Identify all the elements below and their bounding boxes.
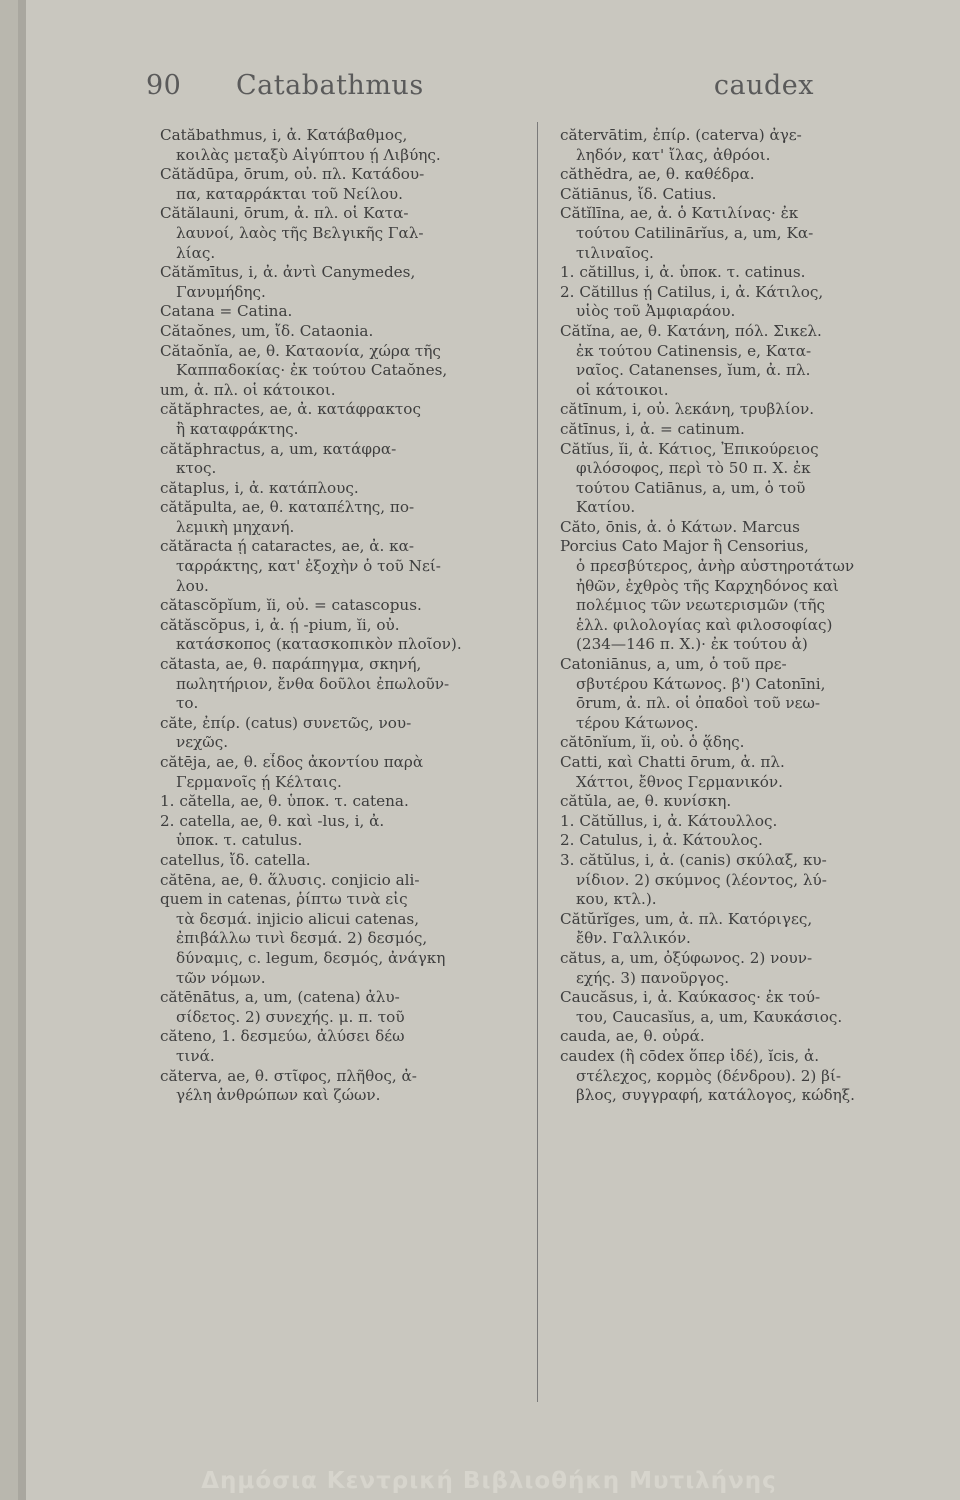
text-line: Cătŭrĭges, um, ἀ. πλ. Κατόριγες, bbox=[560, 909, 813, 928]
text-line: σίδετος. 2) συνεχής. μ. π. τοῦ bbox=[176, 1007, 405, 1026]
text-line: căteno, 1. δεσμεύω, ἀλύσει δέω bbox=[160, 1027, 405, 1046]
text-line: cătīnus, i, ἀ. = catinum. bbox=[560, 419, 745, 438]
text-line: Cătădūpa, ōrum, οὐ. πλ. Κατάδου- bbox=[160, 165, 425, 184]
text-line: κοιλὰς μεταξὺ Αἰγύπτου ῄ Λιβύης. bbox=[176, 145, 441, 164]
text-line: ἐπιβάλλω τινὶ δεσμά. 2) δεσμός, bbox=[176, 929, 428, 948]
text-line: λου. bbox=[176, 576, 209, 595]
text-line: Cătiānus, ἴδ. Catius. bbox=[560, 184, 717, 203]
text-line: ναῖος. Catanenses, ĭum, ἀ. πλ. bbox=[576, 361, 811, 380]
text-line: Cătĭus, ĭi, ἀ. Κάτιος, Ἐπικούρειος bbox=[560, 439, 819, 458]
library-watermark: Δημόσια Κεντρική Βιβλιοθήκη Μυτιλήνης bbox=[201, 1468, 777, 1494]
left-guide-word: Catabathmus bbox=[236, 70, 424, 101]
text-line: cătasta, ae, θ. παράπηγμα, σκηνή, bbox=[160, 655, 422, 674]
text-line: cătēnātus, a, um, (catena) ἀλυ- bbox=[160, 988, 400, 1007]
page-number: 90 bbox=[146, 70, 182, 101]
text-line: νεχῶς. bbox=[176, 733, 229, 752]
text-line: 1. cătella, ae, θ. ὑποκ. τ. catena. bbox=[160, 792, 409, 811]
text-line: στέλεχος, κορμὸς (δένδρου). 2) βί- bbox=[576, 1066, 842, 1085]
text-line: Cătămītus, i, ἀ. ἀντὶ Canymedes, bbox=[160, 263, 416, 282]
text-line: Γερμανοῖς ῄ Κέλταις. bbox=[176, 772, 342, 791]
text-line: um, ἀ. πλ. οἱ κάτοικοι. bbox=[160, 380, 336, 399]
text-line: Κατίου. bbox=[576, 498, 636, 517]
text-line: căte, ἐπίρ. (catus) συνετῶς, νου- bbox=[160, 713, 412, 732]
text-line: ἐκ τούτου Catinensis, e, Κατα- bbox=[576, 341, 812, 360]
text-line: 1. Cătŭllus, i, ἀ. Κάτουλλος. bbox=[560, 811, 778, 830]
text-line: τὰ δεσμά. injicio alicui catenas, bbox=[176, 909, 420, 928]
text-line: κτος. bbox=[176, 459, 217, 478]
text-line: Γανυμήδης. bbox=[176, 282, 266, 301]
text-line: Cătĭna, ae, θ. Κατάνη, πόλ. Σικελ. bbox=[560, 321, 822, 340]
text-line: ἑλλ. φιλολογίας καὶ φιλοσοφίας) bbox=[576, 615, 833, 634]
text-line: cătervātim, ἐπίρ. (caterva) ἀγε- bbox=[560, 126, 802, 144]
text-line: căthĕdra, ae, θ. καθέδρα. bbox=[560, 165, 755, 184]
text-line: πολέμιος τῶν νεωτερισμῶν (τῆς bbox=[576, 596, 826, 615]
text-line: νίδιον. 2) σκύμνος (λέοντος, λύ- bbox=[576, 870, 827, 889]
text-line: cătēja, ae, θ. εἶδος ἀκοντίου παρὰ bbox=[160, 753, 424, 771]
text-line: πωλητήριον, ἔνθα δοῦλοι ἐπωλοῦν- bbox=[176, 674, 450, 693]
text-line: cătōnĭum, ĭi, οὐ. ὁ ᾅδης. bbox=[560, 733, 745, 752]
text-line: τούτου Catilinārĭus, a, um, Κα- bbox=[576, 223, 814, 242]
text-line: cătăphractus, a, um, κατάφρα- bbox=[160, 439, 397, 458]
text-line: căterva, ae, θ. στῖφος, πλῆθος, ἀ- bbox=[160, 1066, 417, 1085]
text-line: ληδόν, κατ' ἴλας, ἀθρόοι. bbox=[576, 145, 771, 164]
text-line: ὑποκ. τ. catulus. bbox=[176, 831, 303, 850]
text-line: λεμικὴ μηχανή. bbox=[176, 517, 295, 536]
text-line: Porcius Cato Major ἢ Censorius, bbox=[560, 537, 809, 556]
text-line: 2. Cătillus ῄ Catilus, i, ἀ. Κάτιλος, bbox=[560, 282, 824, 301]
text-line: caudex (ἢ cōdex ὅπερ ἰδέ), ĭcis, ἀ. bbox=[560, 1046, 820, 1065]
text-line: σβυτέρου Κάτωνος. β') Catonīni, bbox=[576, 674, 826, 693]
text-line: 3. cătŭlus, i, ἀ. (canis) σκύλαξ, κυ- bbox=[560, 850, 827, 869]
text-line: υἱὸς τοῦ Ἀμφιαράου. bbox=[576, 302, 736, 321]
text-line: 2. catella, ae, θ. καὶ -lus, i, ἀ. bbox=[160, 811, 385, 830]
text-line: cătascŏpĭum, ĭi, οὐ. = catascopus. bbox=[160, 596, 422, 615]
text-line: cătăracta ῄ cataractes, ae, ἀ. κα- bbox=[160, 537, 415, 556]
text-line: τινά. bbox=[176, 1046, 215, 1065]
text-line: του, Caucasĭus, a, um, Καυκάσιος. bbox=[576, 1007, 843, 1026]
text-line: οἱ κάτοικοι. bbox=[576, 380, 669, 399]
text-line: πα, καταρράκται τοῦ Νείλου. bbox=[176, 184, 403, 203]
text-line: φιλόσοφος, περὶ τὸ 50 π. Χ. ἐκ bbox=[576, 459, 811, 478]
text-line: δύναμις, c. legum, δεσμός, ἀνάγκη bbox=[176, 948, 446, 967]
text-line: Catti, καὶ Chatti ōrum, ἀ. πλ. bbox=[560, 753, 785, 771]
text-line: Căto, ōnis, ἀ. ὁ Κάτων. Marcus bbox=[560, 517, 800, 536]
right-guide-word: caudex bbox=[713, 70, 814, 101]
text-line: cătăscŏpus, i, ἀ. ῄ -pium, ĭi, οὐ. bbox=[160, 615, 400, 634]
text-line: cauda, ae, θ. οὐρά. bbox=[560, 1027, 705, 1046]
text-line: ἔθν. Γαλλικόν. bbox=[576, 929, 691, 948]
text-line: quem in catenas, ῥίπτω τινὰ εἰς bbox=[160, 890, 408, 909]
text-line: (234—146 π. Χ.)· ἐκ τούτου ἀ) bbox=[576, 635, 808, 654]
text-line: Catăbathmus, i, ἀ. Κατάβαθμος, bbox=[160, 126, 408, 144]
text-line: Καππαδοκίας· ἐκ τούτου Cataŏnes, bbox=[176, 361, 448, 380]
text-line: τῶν νόμων. bbox=[176, 968, 266, 987]
text-line: βλος, συγγραφή, κατάλογος, κώδηξ. bbox=[576, 1086, 855, 1105]
left-column bbox=[160, 126, 530, 1106]
page-header bbox=[146, 70, 814, 110]
text-line: κου, κτλ.). bbox=[576, 890, 657, 909]
right-column bbox=[560, 126, 928, 1106]
column-divider bbox=[537, 122, 538, 1402]
text-line: γέλη ἀνθρώπων καὶ ζώων. bbox=[176, 1086, 381, 1105]
text-line: ἢ καταφράκτης. bbox=[176, 419, 299, 438]
text-line: Catoniānus, a, um, ὁ τοῦ πρε- bbox=[560, 655, 787, 674]
text-line: 1. cătillus, i, ἀ. ὑποκ. τ. catinus. bbox=[560, 263, 806, 282]
dictionary-page bbox=[18, 0, 960, 1500]
text-line: cătăphractes, ae, ἀ. κατάφρακτος bbox=[160, 400, 421, 419]
text-line: κατάσκοπος (κατασκοπικὸν πλοῖον). bbox=[176, 635, 462, 654]
text-line: εχής. 3) πανοῦργος. bbox=[576, 968, 730, 987]
text-line: ἠθῶν, ἐχθρὸς τῆς Καρχηδόνος καὶ bbox=[576, 576, 839, 595]
text-line: λαυνοί, λαὸς τῆς Βελγικῆς Γαλ- bbox=[176, 223, 424, 242]
text-line: cătīnum, i, οὐ. λεκάνη, τρυβλίον. bbox=[560, 400, 815, 419]
text-line: Cătălauni, ōrum, ἀ. πλ. οἱ Κατα- bbox=[160, 204, 409, 223]
text-line: cătus, a, um, ὀξύφωνος. 2) νουν- bbox=[560, 948, 813, 967]
text-line: cătăpulta, ae, θ. καταπέλτης, πο- bbox=[160, 498, 415, 517]
text-line: ταρράκτης, κατ' ἐξοχὴν ὁ τοῦ Νεί- bbox=[176, 557, 441, 576]
text-line: λίας. bbox=[176, 243, 216, 262]
text-line: catellus, ἴδ. catella. bbox=[160, 850, 311, 869]
text-line: cătaplus, i, ἀ. κατάπλους. bbox=[160, 478, 359, 497]
text-line: cătŭla, ae, θ. κυνίσκη. bbox=[560, 792, 732, 811]
text-line: Cătĭlīna, ae, ἀ. ὁ Κατιλίνας· ἐκ bbox=[560, 204, 799, 223]
text-line: τέρου Κάτωνος. bbox=[576, 713, 699, 732]
text-line: Χάττοι, ἔθνος Γερμανικόν. bbox=[576, 772, 783, 791]
text-line: 2. Catulus, i, ἀ. Κάτουλος. bbox=[560, 831, 763, 850]
text-line: τούτου Catiānus, a, um, ὁ τοῦ bbox=[576, 478, 806, 497]
text-line: τιλιναῖος. bbox=[576, 243, 654, 262]
text-line: cătēna, ae, θ. ἅλυσις. conjicio ali- bbox=[160, 870, 420, 889]
text-line: Cătaŏnes, um, ἴδ. Cataonia. bbox=[160, 321, 374, 340]
text-line: το. bbox=[176, 694, 199, 713]
text-line: Cătaŏnĭa, ae, θ. Καταονία, χώρα τῆς bbox=[160, 341, 441, 360]
text-line: ὁ πρεσβύτερος, ἀνὴρ αὐστηροτάτων bbox=[576, 557, 855, 576]
text-line: ōrum, ἀ. πλ. οἱ ὀπαδοὶ τοῦ νεω- bbox=[576, 694, 821, 713]
text-line: Catana = Catina. bbox=[160, 302, 293, 321]
text-line: Caucăsus, i, ἀ. Καύκασος· ἐκ τού- bbox=[560, 988, 821, 1007]
